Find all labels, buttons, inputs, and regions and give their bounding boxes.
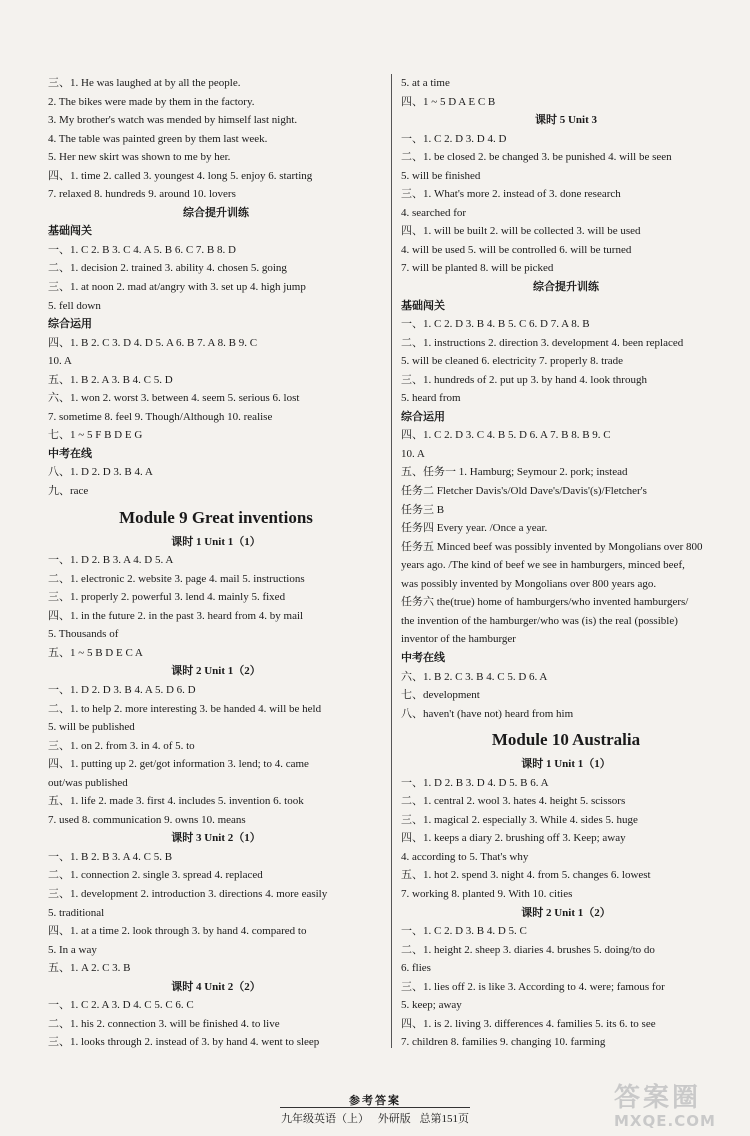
answer-line: 四、1. keeps a diary 2. brushing off 3. Keep; away <box>401 832 626 845</box>
answer-line: 七、1 ~ 5 F B D E G <box>48 429 143 442</box>
module-title: Module 10 Australia <box>491 730 641 750</box>
watermark-logo <box>614 1084 744 1134</box>
answer-line: 10. A <box>401 447 425 460</box>
section-heading: 中考在线 <box>48 447 92 460</box>
answer-line: 一、1. C 2. D 3. B 4. B 5. C 6. D 7. A 8. B <box>401 318 590 331</box>
answer-line: 四、1. C 2. D 3. C 4. B 5. D 6. A 7. B 8. B 9. C <box>401 429 611 442</box>
answer-line: 二、1. his 2. connection 3. will be finished 4. to live <box>48 1017 280 1030</box>
footer-title: 参考答案 <box>349 1095 401 1107</box>
answer-line: 二、1. central 2. wool 3. hates 4. height 5. scissors <box>401 795 626 808</box>
answer-line: 三、1. lies off 2. is like 3. According to 4. were; famous for <box>401 980 665 993</box>
answer-line: 3. My brother's watch was mended by himself last night. <box>48 114 298 127</box>
answer-line: 一、1. C 2. D 3. D 4. D <box>401 132 507 145</box>
lesson-heading: 课时 5 Unit 3 <box>534 114 598 127</box>
answer-line: 四、1. is 2. living 3. differences 4. families 5. its 6. to see <box>401 1017 656 1030</box>
answer-line: 三、1. looks through 2. instead of 3. by hand 4. went to sleep <box>48 1036 320 1049</box>
answer-line: 5. traditional <box>48 906 105 919</box>
answer-line: 任务六 the(true) home of hamburgers/who invented hamburgers/ <box>401 596 689 609</box>
answer-line: 五、1. hot 2. spend 3. night 4. from 5. changes 6. lowest <box>401 869 651 882</box>
footer-book: 九年级英语（上） <box>281 1113 369 1125</box>
answer-line: 任务二 Fletcher Davis's/Old Dave's/Davis'(s)/Fletcher's <box>401 485 647 498</box>
answer-line: 4. will be used 5. will be controlled 6. will be turned <box>401 243 632 256</box>
answer-line: 5. will be published <box>48 721 135 734</box>
answer-line: 二、1. decision 2. trained 3. ability 4. chosen 5. going <box>48 262 287 275</box>
module-title: Module 9 Great inventions <box>119 507 313 527</box>
answer-line: 六、1. B 2. C 3. B 4. C 5. D 6. A <box>401 670 548 683</box>
answer-line: 三、1. on 2. from 3. in 4. of 5. to <box>48 739 195 752</box>
answer-line: 三、1. properly 2. powerful 3. lend 4. mainly 5. fixed <box>48 591 286 604</box>
answer-line: 5. Her new skirt was shown to me by her. <box>48 151 231 164</box>
answer-line: 5. Thousands of <box>48 628 119 641</box>
answer-line: 二、1. height 2. sheep 3. diaries 4. brushes 5. doing/to do <box>401 943 655 956</box>
answer-line: 四、1. in the future 2. in the past 3. heard from 4. by mail <box>48 609 304 622</box>
answer-line: 四、1. time 2. called 3. youngest 4. long 5. enjoy 6. starting <box>48 169 313 182</box>
answer-line: 八、haven't (have not) heard from him <box>401 707 574 720</box>
answer-line: 5. keep; away <box>401 999 462 1012</box>
answer-line: years ago. /The kind of beef we see in hamburgers, minced beef, <box>401 559 685 572</box>
answer-line: 一、1. D 2. D 3. B 4. A 5. D 6. D <box>48 683 196 696</box>
answer-line: 一、1. B 2. B 3. A 4. C 5. B <box>48 850 173 863</box>
answer-line: 任务三 B <box>401 503 445 516</box>
answer-line: 四、1. at a time 2. look through 3. by hand 4. compared to <box>48 925 307 938</box>
left-column <box>48 74 384 1052</box>
answer-line: 三、1. magical 2. especially 3. While 4. sides 5. huge <box>401 813 638 826</box>
answer-line: 任务四 Every year. /Once a year. <box>401 522 548 535</box>
lesson-heading: 综合提升训练 <box>183 206 249 219</box>
answer-line: 二、1. electronic 2. website 3. page 4. mail 5. instructions <box>48 572 305 585</box>
answer-line: 八、1. D 2. D 3. B 4. A <box>48 466 153 479</box>
answer-line: 5. will be cleaned 6. electricity 7. properly 8. trade <box>401 355 624 368</box>
answer-line: 三、1. at noon 2. mad at/angry with 3. set up 4. high jump <box>48 281 306 294</box>
answer-line: 2. The bikes were made by them in the factory. <box>48 95 255 108</box>
answer-line: 7. will be planted 8. will be picked <box>401 262 554 275</box>
answer-line: 三、1. development 2. introduction 3. directions 4. more easily <box>48 887 328 900</box>
answer-line: was possibly invented by Mongolians over 800 years ago. <box>401 577 657 590</box>
answer-line: 二、1. connection 2. single 3. spread 4. replaced <box>48 869 263 882</box>
answer-line: 一、1. D 2. B 3. D 4. D 5. B 6. A <box>401 776 549 789</box>
answer-line: 一、1. C 2. D 3. B 4. D 5. C <box>401 925 527 938</box>
answer-line: 五、任务一 1. Hamburg; Seymour 2. pork; instead <box>401 466 628 479</box>
lesson-heading: 课时 1 Unit 1（1） <box>171 535 261 548</box>
watermark-bottom: MXQE.COM <box>614 1112 716 1130</box>
answer-line: inventor of the hamburger <box>401 633 516 646</box>
answer-line: 4. The table was painted green by them last week. <box>48 132 268 145</box>
section-heading: 基础闯关 <box>48 225 92 238</box>
answer-line: 七、development <box>401 689 480 702</box>
answer-line: 7. children 8. families 9. changing 10. farming <box>401 1036 606 1049</box>
section-heading: 综合运用 <box>48 318 92 331</box>
section-heading: 综合运用 <box>401 410 445 423</box>
answer-line: 7. working 8. planted 9. With 10. cities <box>401 887 573 900</box>
section-heading: 中考在线 <box>401 651 445 664</box>
answer-line: 5. heard from <box>401 392 461 405</box>
answer-line: 二、1. instructions 2. direction 3. development 4. been replaced <box>401 336 684 349</box>
answer-line: 五、1. B 2. A 3. B 4. C 5. D <box>48 373 173 386</box>
lesson-heading: 课时 3 Unit 2（1） <box>171 832 261 845</box>
answer-line: out/was published <box>48 776 128 789</box>
answer-line: 三、1. hundreds of 2. put up 3. by hand 4. look through <box>401 373 647 386</box>
lesson-heading: 课时 1 Unit 1（1） <box>521 758 611 771</box>
answer-line: 一、1. C 2. B 3. C 4. A 5. B 6. C 7. B 8. D <box>48 243 236 256</box>
answer-line: 4. according to 5. That's why <box>401 850 529 863</box>
answer-line: 五、1 ~ 5 B D E C A <box>48 646 143 659</box>
answer-line: 7. relaxed 8. hundreds 9. around 10. lovers <box>48 188 236 201</box>
answer-line: 7. used 8. communication 9. owns 10. means <box>48 813 246 826</box>
answer-line: 五、1. A 2. C 3. B <box>48 962 131 975</box>
footer-rule <box>280 1107 470 1108</box>
answer-line: 5. will be finished <box>401 169 481 182</box>
right-column <box>401 74 731 1052</box>
answer-line: 7. sometime 8. feel 9. Though/Although 10. realise <box>48 410 273 423</box>
answer-line: the invention of the hamburger/who was (is) the real (possible) <box>401 614 678 627</box>
lesson-heading: 课时 2 Unit 1（2） <box>171 665 261 678</box>
answer-line: 10. A <box>48 355 72 368</box>
answer-line: 4. searched for <box>401 206 467 219</box>
answer-line: 五、1. life 2. made 3. first 4. includes 5. invention 6. took <box>48 795 304 808</box>
answer-line: 5. at a time <box>401 77 450 89</box>
answer-line: 三、1. What's more 2. instead of 3. done research <box>401 188 621 201</box>
answer-line: 四、1. putting up 2. get/got information 3. lend; to 4. came <box>48 758 309 771</box>
answer-line: 一、1. C 2. A 3. D 4. C 5. C 6. C <box>48 999 194 1012</box>
answer-line: 二、1. be closed 2. be changed 3. be punished 4. will be seen <box>401 151 672 164</box>
answer-line: 二、1. to help 2. more interesting 3. be handed 4. will be held <box>48 702 322 715</box>
answer-line: 四、1. B 2. C 3. D 4. D 5. A 6. B 7. A 8. B 9. C <box>48 336 258 349</box>
column-divider <box>391 74 392 1048</box>
answer-line: 九、race <box>48 485 89 498</box>
answer-line: 任务五 Minced beef was possibly invented by Mongolians over 800 <box>401 540 703 553</box>
lesson-heading: 课时 4 Unit 2（2） <box>171 980 261 993</box>
answer-line: 六、1. won 2. worst 3. between 4. seem 5. serious 6. lost <box>48 392 300 405</box>
footer-page-number: 总第151页 <box>419 1113 469 1125</box>
answer-line: 四、1. will be built 2. will be collected 3. will be used <box>401 225 641 238</box>
answer-line: 三、1. He was laughed at by all the people. <box>48 77 241 89</box>
lesson-heading: 综合提升训练 <box>533 281 599 294</box>
answer-line: 5. In a way <box>48 943 97 956</box>
lesson-heading: 课时 2 Unit 1（2） <box>521 906 611 919</box>
footer-edition: 外研版 <box>377 1113 411 1125</box>
answer-line: 一、1. D 2. B 3. A 4. D 5. A <box>48 554 174 567</box>
answer-line: 四、1 ~ 5 D A E C B <box>401 95 496 108</box>
answer-line: 5. fell down <box>48 299 101 312</box>
section-heading: 基础闯关 <box>401 299 445 312</box>
watermark-top: 答案圈 <box>614 1083 702 1113</box>
answer-line: 6. flies <box>401 962 431 975</box>
